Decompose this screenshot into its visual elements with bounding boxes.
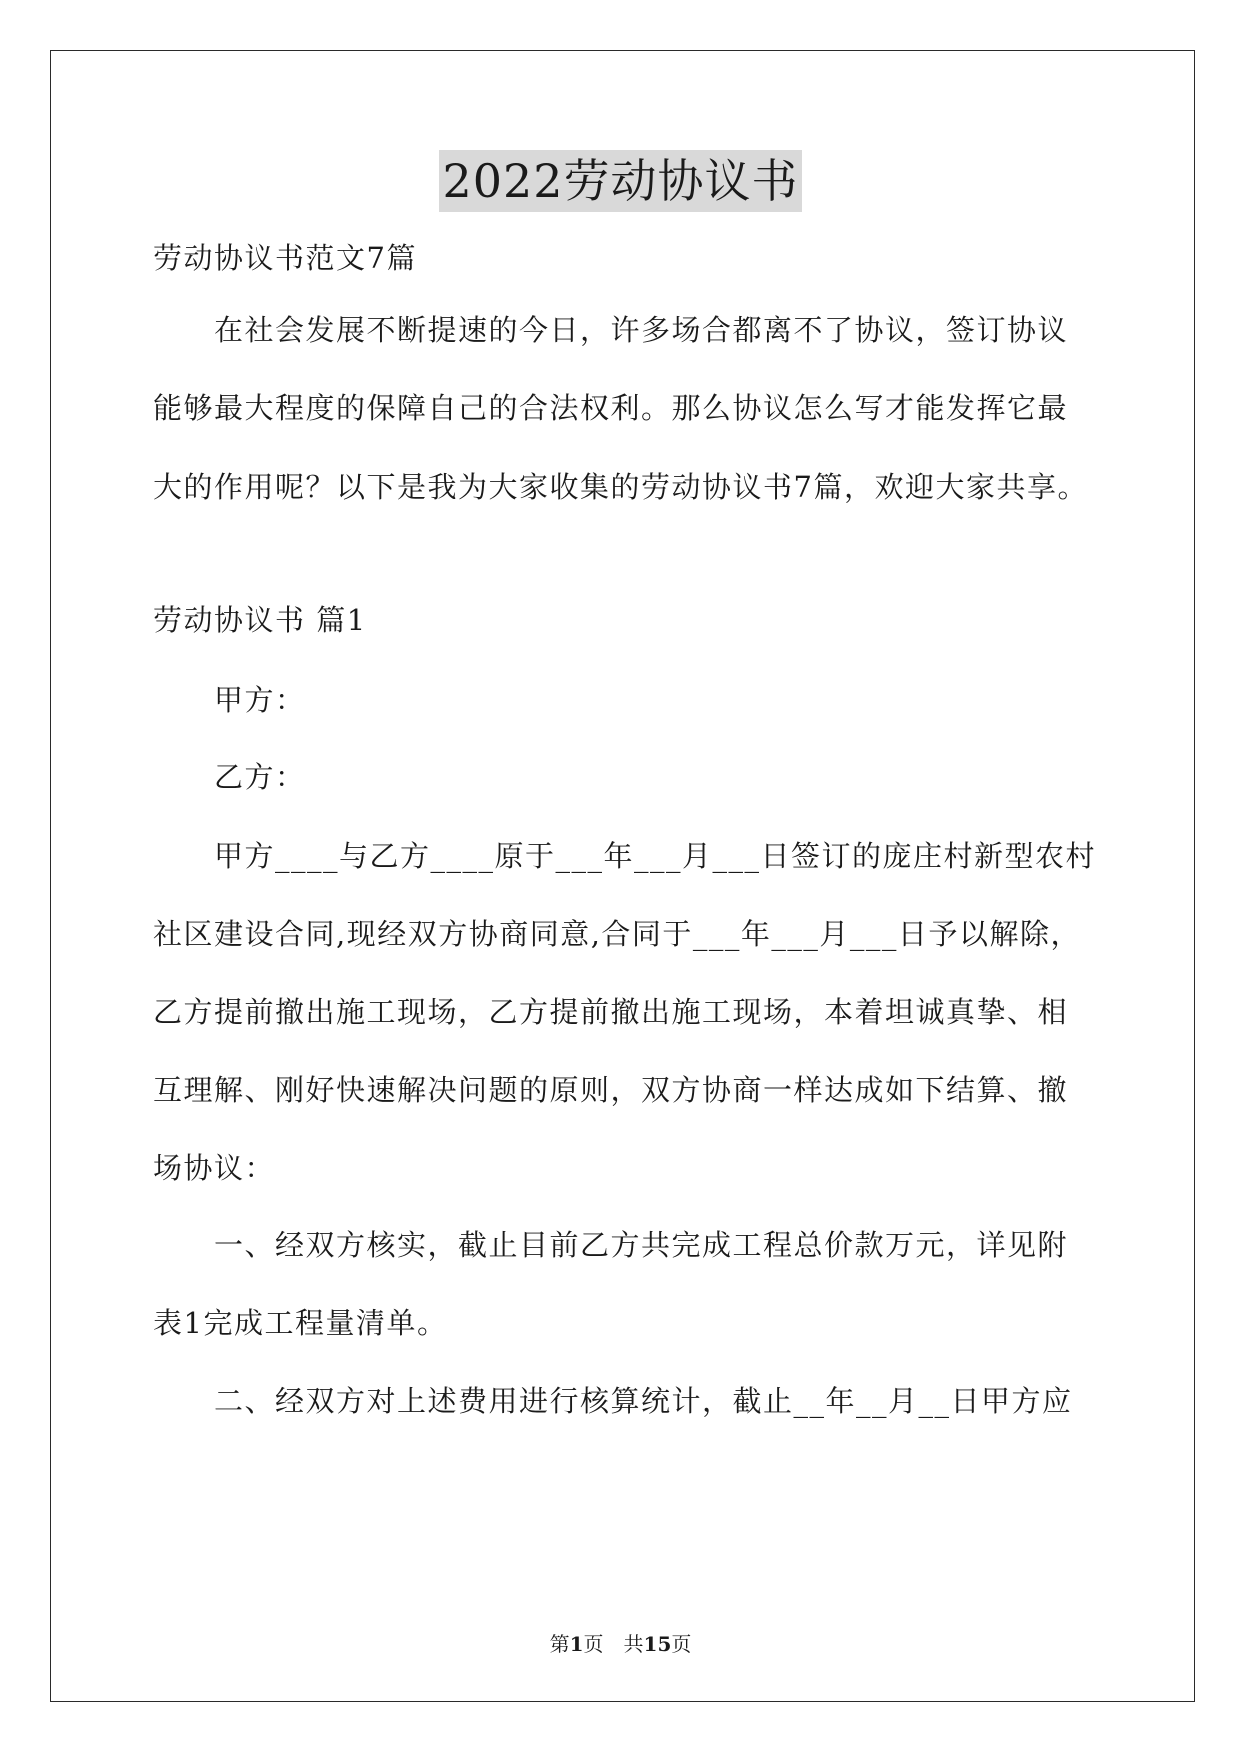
document-title	[0, 150, 1241, 212]
page-frame	[50, 50, 1195, 1702]
intro-line-3: 大的作用呢？以下是我为大家收集的劳动协议书7篇，欢迎大家共享。	[153, 470, 1088, 504]
body-line-4: 互理解、刚好快速解决问题的原则，双方协商一样达成如下结算、撤	[153, 1073, 1069, 1107]
section-heading: 劳动协议书 篇1	[153, 603, 367, 637]
body-line-5: 场协议：	[153, 1151, 276, 1185]
page-mid: 页 共	[583, 1632, 644, 1656]
document-subtitle: 劳动协议书范文7篇	[153, 241, 417, 275]
clause-1-line-2: 表1完成工程量清单。	[153, 1306, 448, 1340]
page-footer	[0, 1630, 1241, 1658]
intro-line-2: 能够最大程度的保障自己的合法权利。那么协议怎么写才能发挥它最	[153, 391, 1069, 425]
clause-1-line-1: 一、经双方核实，截止目前乙方共完成工程总价款万元，详见附	[214, 1228, 1069, 1262]
intro-line-1: 在社会发展不断提速的今日，许多场合都离不了协议，签订协议	[214, 313, 1069, 347]
document-title-text: 2022劳动协议书	[439, 150, 801, 212]
body-line-3: 乙方提前撤出施工现场，乙方提前撤出施工现场，本着坦诚真挚、相	[153, 995, 1069, 1029]
party-a-label: 甲方：	[214, 683, 306, 717]
page-number: 1	[569, 1632, 584, 1656]
party-b-label: 乙方：	[214, 760, 306, 794]
clause-2-line-1: 二、经双方对上述费用进行核算统计，截止__年__月__日甲方应	[214, 1384, 1073, 1418]
page-suffix: 页	[671, 1632, 692, 1656]
body-line-1: 甲方____与乙方____原于___年___月___日签订的庞庄村新型农村	[214, 839, 1097, 873]
page-prefix: 第	[549, 1632, 570, 1656]
page-total: 15	[643, 1632, 672, 1656]
body-line-2: 社区建设合同,现经双方协商同意,合同于___年___月___日予以解除，	[153, 917, 1081, 951]
